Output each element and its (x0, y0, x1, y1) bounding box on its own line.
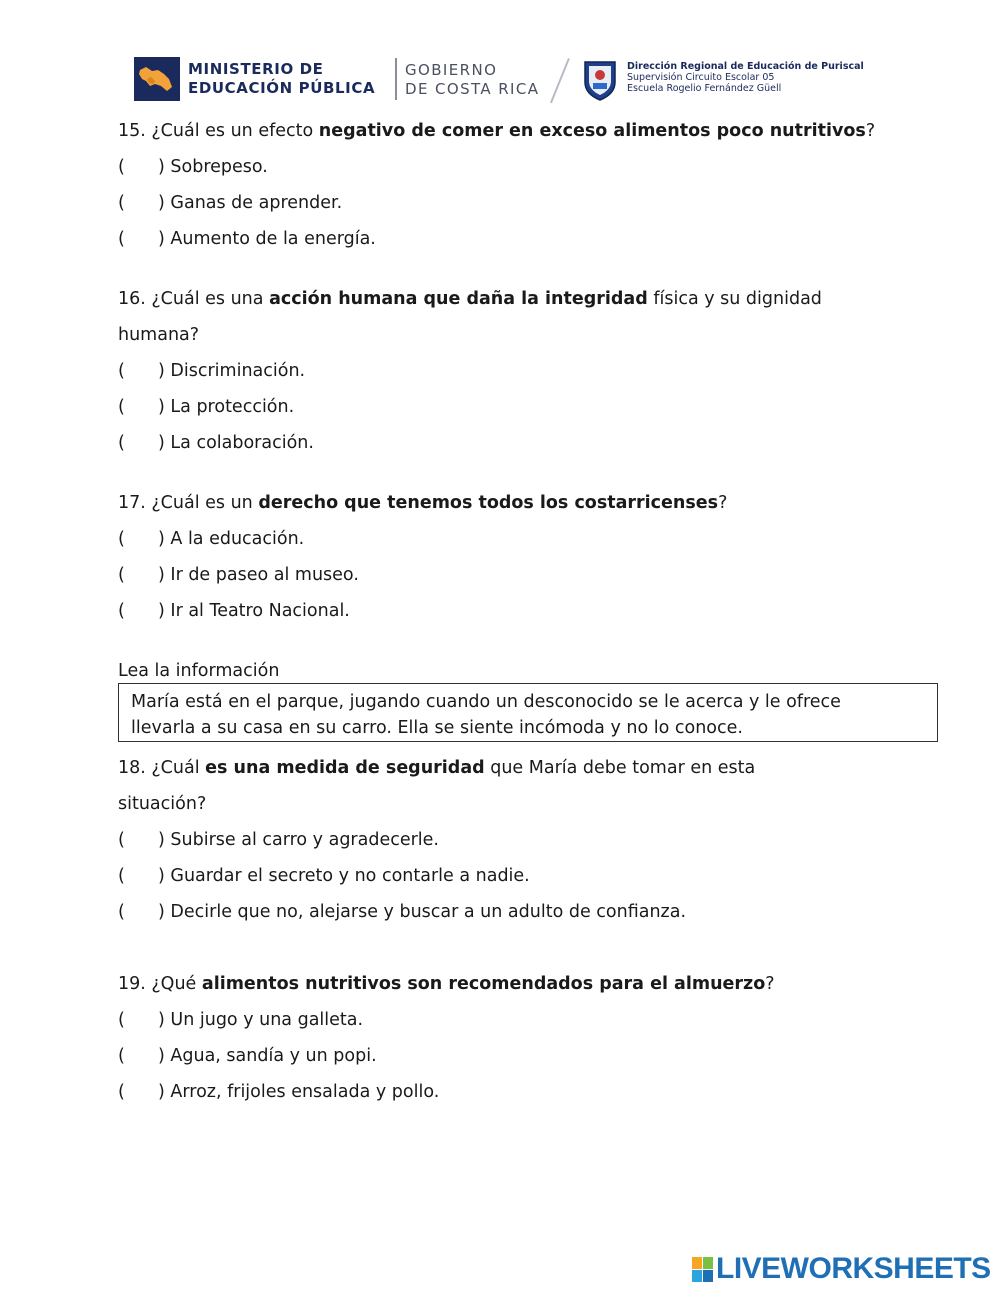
question-19: 19. ¿Qué alimentos nutritivos son recomendados para el almuerzo? (118, 974, 775, 994)
answer-blank: ( (118, 1046, 125, 1066)
q16-option-1[interactable]: ( ) Discriminación. (118, 361, 306, 381)
q19-option-2[interactable]: ( ) Agua, sandía y un popi. (118, 1046, 377, 1066)
answer-blank: ( (118, 830, 125, 850)
q19-option-1[interactable]: ( ) Un jugo y una galleta. (118, 1010, 364, 1030)
costa-rica-map-logo (134, 57, 180, 101)
answer-blank: ( (118, 1010, 125, 1030)
q19-option-3[interactable]: ( ) Arroz, frijoles ensalada y pollo. (118, 1082, 440, 1102)
answer-blank: ( (118, 601, 125, 621)
q15-option-2[interactable]: ( ) Ganas de aprender. (118, 193, 343, 213)
answer-blank: ( (118, 902, 125, 922)
question-18-line2: situación? (118, 794, 207, 814)
question-17: 17. ¿Cuál es un derecho que tenemos todos los costarricenses? (118, 493, 728, 513)
answer-blank: ( (118, 193, 125, 213)
question-15: 15. ¿Cuál es un efecto negativo de comer en exceso alimentos poco nutritivos? (118, 121, 876, 141)
government-name: GOBIERNO DE COSTA RICA (405, 61, 540, 98)
answer-blank: ( (118, 433, 125, 453)
school-shield-icon (582, 58, 618, 102)
question-16: 16. ¿Cuál es una acción humana que daña la integridad física y su dignidad (118, 289, 822, 309)
q16-option-3[interactable]: ( ) La colaboración. (118, 433, 314, 453)
liveworksheets-logo-icon (692, 1257, 714, 1283)
header-slash-divider (550, 58, 570, 103)
q18-option-2[interactable]: ( ) Guardar el secreto y no contarle a nadie. (118, 866, 530, 886)
q17-option-2[interactable]: ( ) Ir de paseo al museo. (118, 565, 359, 585)
q16-option-2[interactable]: ( ) La protección. (118, 397, 295, 417)
answer-blank: ( (118, 361, 125, 381)
question-18: 18. ¿Cuál es una medida de seguridad que María debe tomar en esta (118, 758, 756, 778)
scenario-line-1: María está en el parque, jugando cuando un desconocido se le acerca y le ofrece (131, 692, 841, 712)
q17-option-3[interactable]: ( ) Ir al Teatro Nacional. (118, 601, 350, 621)
answer-blank: ( (118, 866, 125, 886)
question-16-line2: humana? (118, 325, 200, 345)
answer-blank: ( (118, 529, 125, 549)
header-divider (395, 58, 397, 100)
q15-option-3[interactable]: ( ) Aumento de la energía. (118, 229, 376, 249)
answer-blank: ( (118, 229, 125, 249)
liveworksheets-brand[interactable]: LIVEWORKSHEETS (716, 1252, 991, 1285)
info-label: Lea la información (118, 661, 280, 681)
q18-option-1[interactable]: ( ) Subirse al carro y agradecerle. (118, 830, 439, 850)
answer-blank: ( (118, 1082, 125, 1102)
answer-blank: ( (118, 565, 125, 585)
scenario-box (118, 683, 938, 742)
regional-direction: Dirección Regional de Educación de Puriscal Supervisión Circuito Escolar 05 Escuela Rogelio Fernández Güell (627, 61, 864, 94)
ministry-name: MINISTERIO DE EDUCACIÓN PÚBLICA (188, 60, 376, 97)
answer-blank: ( (118, 157, 125, 177)
scenario-line-2: llevarla a su casa en su carro. Ella se siente incómoda y no lo conoce. (131, 718, 743, 738)
q17-option-1[interactable]: ( ) A la educación. (118, 529, 305, 549)
q15-option-1[interactable]: ( ) Sobrepeso. (118, 157, 268, 177)
answer-blank: ( (118, 397, 125, 417)
q18-option-3[interactable]: ( ) Decirle que no, alejarse y buscar a un adulto de confianza. (118, 902, 687, 922)
